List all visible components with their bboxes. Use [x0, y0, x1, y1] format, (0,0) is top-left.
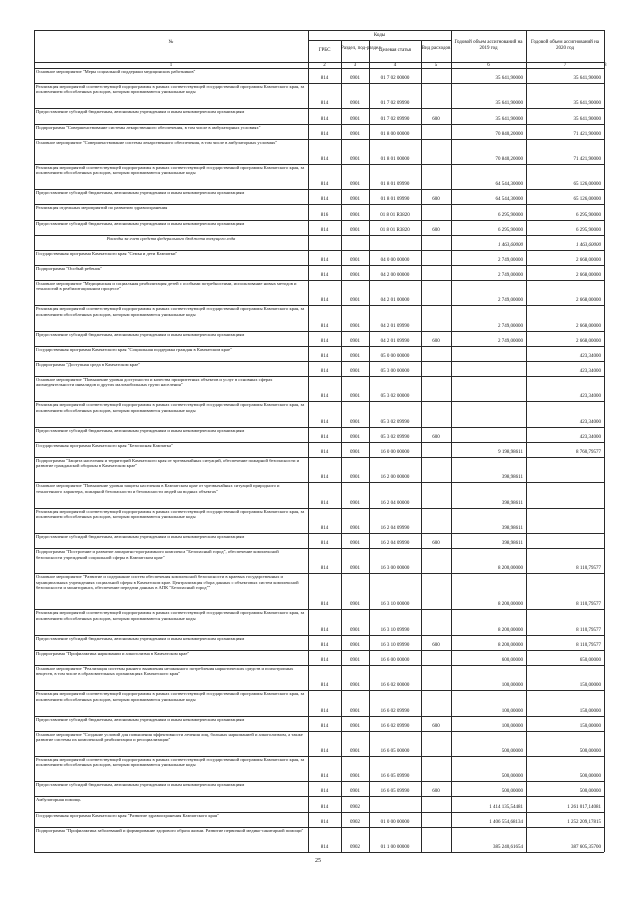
row-name: Предоставление субсидий бюджетным, автономным учреждениям и иным некоммерческим организациям — [36, 220, 245, 226]
row-grbs: 814 — [320, 541, 329, 547]
column-header-vid: Вид расходов — [421, 46, 451, 51]
row-target: 16 6 02 09990 — [380, 723, 410, 729]
row-target: 01 0 00 00000 — [380, 819, 410, 825]
row-sum-2020: 2 668,00000 — [576, 272, 601, 278]
row-sum-2019: 100,00000 — [501, 683, 523, 689]
row-target: 16 2 04 09990 — [380, 526, 410, 532]
row-sum-2019: 64 544,30000 — [495, 182, 523, 188]
row-sum-2019: 2 749,00000 — [498, 298, 523, 304]
row-sum-2019: 398,98611 — [501, 475, 523, 481]
row-name: Основное мероприятие "Медицинская и социальная реабилитация детей с особыми потребностями, использование новых методов и технологий в реабилитационном процессе" — [36, 280, 297, 292]
row-razdel: 0902 — [350, 845, 360, 850]
row-sum-2020: 8 110,79577 — [576, 602, 601, 608]
row-target: 01 7 02 09990 — [380, 116, 410, 122]
row-target: 16 3 00 00000 — [380, 566, 410, 572]
row-razdel: 0901 — [350, 541, 360, 547]
row-sum-2019: 6 295,90000 — [498, 212, 523, 218]
row-sum-2020: 2 668,00000 — [576, 298, 601, 304]
row-name: Основное мероприятие "Повышение уровня доступности и качества приоритетных объектов и услуг в основных сферах жизнедеятельности инвалидов и других маломобильных групп населения" — [36, 376, 273, 388]
row-razdel: 0901 — [350, 101, 360, 107]
row-razdel: 0901 — [350, 272, 360, 278]
row-target: 16 2 04 00000 — [380, 500, 410, 506]
row-grbs: 814 — [320, 845, 329, 850]
row-sum-2019: 600,00000 — [501, 657, 523, 663]
row-name: Основное мероприятие "Развитие и содержание систем обеспечения комплексной безопасности в краевых государственных и муниципальных учреждениях социальной сферы в Камчатском крае. Централизация сбора данных с объектовых систем комплексной безопасности и мониторинга, обеспечение передачи данных в АПК "Безопасный город"" — [36, 574, 299, 591]
row-name: Реализация мероприятий соответствующей подпрограммы в рамках соответствующей государственной программы Камчатского края, за исключением обособленных расходов, которым присваиваются уникальные коды — [36, 402, 305, 413]
row-grbs: 814 — [320, 338, 329, 344]
row-grbs: 814 — [320, 434, 329, 440]
row-target: 05 3 02 00000 — [380, 394, 410, 400]
row-vid: 600 — [432, 541, 440, 547]
row-name: Реализация мероприятий соответствующей подпрограммы в рамках соответствующей государственной программы Камчатского края, за исключением обособленных расходов, которым присваиваются уникальные коды — [36, 508, 305, 520]
column-header-grbs: ГРБС — [318, 48, 331, 53]
row-grbs: 814 — [320, 419, 329, 425]
row-sum-2019: 100,00000 — [501, 708, 523, 714]
row-name: Расходы за счет средств федерального бюджета текущего года — [106, 235, 236, 241]
row-grbs: 814 — [320, 819, 329, 825]
row-grbs: 814 — [320, 157, 329, 163]
row-target: 05 3 02 09990 — [380, 434, 410, 440]
row-sum-2019: 1 463,60000 — [498, 242, 523, 248]
row-razdel: 0901 — [350, 131, 360, 137]
row-name: Реализация мероприятий соответствующей подпрограммы в рамках соответствующей государственной программы Камчатского края, за исключением обособленных расходов, которым присваиваются уникальные коды — [36, 610, 305, 621]
row-sum-2019: 1 414 135,54481 — [489, 804, 523, 810]
row-grbs: 814 — [320, 683, 329, 689]
row-grbs: 814 — [320, 748, 329, 754]
row-name: Государственная программа Камчатского края "Семья и дети Камчатки" — [36, 250, 178, 256]
row-target: 04 2 01 09990 — [380, 323, 410, 329]
row-razdel: 0901 — [350, 394, 360, 400]
row-vid: 600 — [432, 338, 440, 344]
row-razdel: 0901 — [350, 338, 360, 344]
row-sum-2020: 8 110,79577 — [576, 627, 601, 633]
row-razdel: 0901 — [350, 526, 360, 532]
row-sum-2019: 8 200,00000 — [498, 627, 523, 633]
row-grbs: 814 — [320, 657, 329, 663]
row-name: Предоставление субсидий бюджетным, автономным учреждениям и иным некоммерческим организациям — [36, 331, 245, 337]
row-razdel: 0901 — [350, 298, 360, 304]
row-sum-2020: 150,00000 — [579, 723, 601, 729]
row-sum-2019: 500,00000 — [501, 789, 523, 795]
row-target: 16 3 10 09990 — [380, 627, 410, 633]
row-rule — [34, 852, 604, 853]
row-grbs: 814 — [320, 368, 329, 374]
row-grbs: 814 — [320, 76, 329, 82]
row-sum-2019: 398,98611 — [501, 526, 523, 532]
row-razdel: 0901 — [350, 434, 360, 440]
row-sum-2019: 35 641,90000 — [495, 101, 523, 107]
row-razdel: 0901 — [350, 708, 360, 714]
row-target: 01 8 01 09990 — [380, 182, 410, 188]
row-target: 01 7 02 09990 — [380, 101, 410, 107]
row-sum-2020: 65 126,00000 — [573, 197, 601, 203]
row-vid: 600 — [432, 227, 440, 233]
row-sum-2019: 385 240,61654 — [493, 845, 523, 850]
row-target: 16 3 10 09990 — [380, 642, 410, 648]
row-name: Реализация мероприятий соответствующей подпрограммы в рамках соответствующей государственной программы Камчатского края, за исключением обособленных расходов, которым присваиваются уникальные коды — [36, 84, 305, 95]
row-sum-2020: 35 641,90000 — [573, 116, 601, 122]
row-name: Подпрограмма "Профилактика заболеваний и формирование здорового образа жизни. Развитие первичной медико-санитарной помощи" — [36, 827, 304, 833]
row-grbs: 814 — [320, 272, 329, 278]
row-grbs: 814 — [320, 257, 329, 263]
column-rule — [526, 30, 527, 852]
row-sum-2020: 35 641,90000 — [573, 101, 601, 107]
row-sum-2019: 500,00000 — [501, 748, 523, 754]
row-target: 16 6 05 09990 — [380, 774, 410, 780]
row-sum-2019: 6 295,90000 — [498, 227, 523, 233]
row-name: Основное мероприятие "Создание условий для повышения эффективности лечения лиц, больных наркоманией и алкоголизмом, а также развитие системы их комплексной реабилитации и ресоциализации" — [36, 731, 303, 742]
row-name: Предоставление субсидий бюджетным, автономным учреждениям и иным некоммерческим организациям — [36, 716, 245, 722]
row-razdel: 0901 — [350, 627, 360, 633]
row-sum-2020: 71 421,90000 — [573, 131, 601, 137]
row-sum-2020: 500,00000 — [579, 748, 601, 754]
row-razdel: 0901 — [350, 116, 360, 122]
column-number-6: 6 — [487, 63, 490, 68]
row-razdel: 0901 — [350, 642, 360, 648]
row-sum-2020: 71 421,90000 — [573, 157, 601, 163]
row-razdel: 0901 — [350, 789, 360, 795]
row-grbs: 814 — [320, 353, 329, 359]
row-target: 04 2 01 00000 — [380, 298, 410, 304]
row-sum-2019: 35 641,90000 — [495, 76, 523, 82]
row-name: Реализация мероприятий соответствующей подпрограммы в рамках соответствующей государственной программы Камчатского края, за исключением обособленных расходов, которым присваиваются уникальные коды — [36, 691, 305, 702]
column-header-number: № — [168, 40, 174, 45]
row-grbs: 814 — [320, 197, 329, 203]
column-header-2020: Годовой объем ассигнований на 2020 год — [531, 40, 599, 51]
row-sum-2020: 65 126,00000 — [573, 182, 601, 188]
row-sum-2019: 35 641,90000 — [495, 116, 523, 122]
row-sum-2020: 423,34000 — [579, 368, 601, 374]
column-number-1: 1 — [169, 63, 173, 68]
row-vid: 600 — [432, 789, 440, 795]
row-name: Государственная программа Камчатского края "Развитие здравоохранения Камчатского края" — [36, 812, 219, 818]
column-header-razdel: Раздел, под-раздел — [341, 46, 381, 51]
row-sum-2019: 2 749,00000 — [498, 272, 523, 278]
row-sum-2020: 8 760,79577 — [576, 449, 601, 455]
row-target: 16 6 05 09990 — [380, 789, 410, 795]
row-razdel: 0901 — [350, 197, 360, 203]
row-target: 16 2 00 00000 — [380, 475, 410, 481]
column-number-2: 2 — [323, 63, 326, 68]
row-razdel: 0901 — [350, 566, 360, 572]
row-grbs: 814 — [320, 627, 329, 633]
row-grbs: 814 — [320, 723, 329, 729]
row-target: 16 2 04 09990 — [380, 541, 410, 547]
row-razdel: 0901 — [350, 500, 360, 506]
row-sum-2020: 6 295,90000 — [576, 212, 601, 218]
column-header-2019: Годовой объем ассигнований на 2019 год — [454, 40, 523, 51]
row-target: 01 8 01 R3820 — [380, 212, 410, 218]
column-rule — [308, 30, 309, 852]
row-sum-2020: 2 668,00000 — [576, 323, 601, 329]
row-grbs: 814 — [320, 394, 329, 400]
row-grbs: 814 — [320, 475, 329, 481]
column-number-5: 5 — [434, 63, 438, 68]
row-sum-2020: 6 295,90000 — [576, 227, 601, 233]
row-target: 16 6 05 00000 — [380, 748, 410, 754]
row-name: Подпрограмма "Защита населения и территорий Камчатского края от чрезвычайных ситуаций, обеспечение пожарной безопасности и развитие гражданской обороны в Камчатском крае" — [36, 457, 300, 469]
column-rule — [451, 30, 452, 852]
row-sum-2020: 423,34000 — [579, 353, 601, 359]
row-name: Основное мероприятие "Повышение уровня защиты населения в Камчатском крае от чрезвычайных ситуаций природного и техногенного характера, пожарной безопасности и безопасности людей на водных объектах" — [36, 483, 280, 494]
row-razdel: 0901 — [350, 657, 360, 663]
row-razdel: 0901 — [350, 157, 360, 163]
row-sum-2020: 1 261 017,14081 — [567, 804, 601, 810]
row-target: 04 2 01 09990 — [380, 338, 410, 344]
row-target: 16 0 00 00000 — [380, 449, 410, 455]
row-name: Предоставление субсидий бюджетным, автономным учреждениям и иным некоммерческим организациям — [36, 782, 245, 788]
row-sum-2020: 8 110,79577 — [576, 642, 601, 648]
row-razdel: 0901 — [350, 774, 360, 780]
row-grbs: 814 — [320, 449, 329, 455]
row-name: Предоставление субсидий бюджетным, автономным учреждениям и иным некоммерческим организациям — [36, 427, 245, 433]
row-razdel: 0901 — [350, 353, 360, 359]
row-grbs: 814 — [320, 804, 329, 810]
row-grbs: 814 — [320, 789, 329, 795]
row-razdel: 0901 — [350, 602, 360, 608]
row-grbs: 814 — [320, 131, 329, 137]
row-razdel: 0901 — [350, 323, 360, 329]
row-target: 04 2 00 00000 — [380, 272, 410, 278]
row-target: 05 3 02 09990 — [380, 419, 410, 425]
row-sum-2019: 2 749,00000 — [498, 257, 523, 263]
row-razdel: 0901 — [350, 257, 360, 263]
row-grbs: 814 — [320, 642, 329, 648]
row-target: 16 3 10 00000 — [380, 602, 410, 608]
row-vid: 600 — [432, 642, 440, 648]
row-sum-2020: 1 252 209,17815 — [567, 819, 601, 825]
row-name: Амбулаторная помощь — [36, 797, 81, 803]
row-sum-2019: 2 749,00000 — [498, 338, 523, 344]
row-sum-2020: 650,00000 — [579, 657, 601, 663]
row-grbs: 816 — [320, 212, 329, 218]
row-sum-2019: 1 406 554,68134 — [489, 819, 523, 825]
row-razdel: 0901 — [350, 748, 360, 754]
row-sum-2020: 1 463,60000 — [576, 242, 601, 248]
row-name: Подпрограмма "Построение и развитие аппаратно-программного комплекса "Безопасный город", обеспечение комплексной безопасности учреждений социальной сферы в Камчатском крае" — [36, 549, 279, 560]
row-razdel: 0901 — [350, 449, 360, 455]
column-number-8: 8 — [604, 63, 607, 68]
row-razdel: 0901 — [350, 475, 360, 481]
row-grbs: 814 — [320, 101, 329, 107]
row-target: 01 8 01 R3820 — [380, 227, 410, 233]
row-name: Государственная программа Камчатского края "Безопасная Камчатка" — [36, 442, 173, 448]
row-target: 05 3 00 00000 — [380, 368, 410, 374]
row-target: 16 6 02 00000 — [380, 683, 410, 689]
row-vid: 600 — [432, 197, 440, 203]
row-name: Основное мероприятие "Совершенствование системы лекарственного обеспечения, в том числе в амбулаторных условиях" — [36, 139, 278, 145]
table-right-border — [604, 30, 605, 852]
row-grbs: 814 — [320, 116, 329, 122]
row-name: Подпрограмма "Доступная среда в Камчатском крае" — [36, 361, 141, 367]
row-target: 05 0 00 00000 — [380, 353, 410, 359]
row-grbs: 814 — [320, 182, 329, 188]
row-sum-2019: 500,00000 — [501, 774, 523, 780]
row-target: 16 6 00 00000 — [380, 657, 410, 663]
row-razdel: 0902 — [350, 804, 360, 810]
row-sum-2019: 70 840,20000 — [495, 157, 523, 163]
row-sum-2020: 8 110,79577 — [576, 566, 601, 572]
row-sum-2019: 9 198,98611 — [498, 449, 523, 455]
row-sum-2019: 70 840,20000 — [495, 131, 523, 137]
row-name: Предоставление субсидий бюджетным, автономным учреждениям и иным некоммерческим организациям — [36, 109, 245, 115]
row-name: Предоставление субсидий бюджетным, автономным учреждениям и иным некоммерческим организациям — [36, 534, 245, 540]
row-name: Подпрограмма "Особый ребенок" — [36, 265, 103, 271]
row-razdel: 0902 — [350, 819, 360, 825]
row-sum-2020: 150,00000 — [579, 683, 601, 689]
row-grbs: 814 — [320, 323, 329, 329]
row-grbs: 814 — [320, 774, 329, 780]
column-number-7: 7 — [563, 63, 567, 68]
row-sum-2019: 100,00000 — [501, 723, 523, 729]
row-sum-2020: 500,00000 — [579, 774, 601, 780]
row-grbs: 814 — [320, 227, 329, 233]
row-vid: 600 — [432, 723, 440, 729]
row-target: 01 8 01 00000 — [380, 157, 410, 163]
row-sum-2019: 64 544,30000 — [495, 197, 523, 203]
row-target: 01 8 00 00000 — [380, 131, 410, 137]
column-number-4: 4 — [393, 63, 397, 68]
row-name: Подпрограмма "Профилактика наркомании и алкоголизма в Камчатском крае" — [36, 650, 190, 656]
row-name: Реализация отдельных мероприятий по развитию здравоохранения — [36, 205, 168, 211]
row-sum-2019: 2 749,00000 — [498, 323, 523, 329]
row-target: 04 0 00 00000 — [380, 257, 410, 263]
row-sum-2020: 423,34000 — [579, 434, 601, 440]
row-target: 16 6 02 09990 — [380, 708, 410, 714]
row-name: Реализация мероприятий соответствующей подпрограммы в рамках соответствующей государственной программы Камчатского края, за исключением обособленных расходов, которым присваиваются уникальные коды — [36, 306, 305, 317]
row-razdel: 0901 — [350, 419, 360, 425]
row-name: Основное мероприятие "Меры социальной поддержки медицинских работников" — [36, 69, 196, 74]
row-razdel: 0901 — [350, 368, 360, 374]
row-name: Реализация мероприятий соответствующей подпрограммы в рамках соответствующей государственной программы Камчатского края, за исключением обособленных расходов, которым присваиваются уникальные коды — [36, 165, 305, 176]
row-sum-2020: 150,00000 — [579, 708, 601, 714]
row-sum-2020: 423,34000 — [579, 394, 601, 400]
row-sum-2020: 500,00000 — [579, 789, 601, 795]
table-left-border — [34, 30, 35, 852]
row-razdel: 0901 — [350, 723, 360, 729]
page-number: 25 — [315, 858, 321, 864]
row-grbs: 814 — [320, 602, 329, 608]
codes-group-rule — [308, 40, 451, 41]
row-name: Предоставление субсидий бюджетным, автономным учреждениям и иным некоммерческим организациям — [36, 635, 245, 641]
header-top-rule — [34, 30, 604, 31]
row-name: Реализация мероприятий соответствующей подпрограммы в рамках соответствующей государственной программы Камчатского края, за исключением обособленных расходов, которым присваиваются уникальные коды — [36, 756, 305, 768]
row-name: Предоставление субсидий бюджетным, автономным учреждениям и иным некоммерческим организациям — [36, 190, 245, 196]
row-razdel: 0901 — [350, 227, 360, 233]
row-grbs: 814 — [320, 500, 329, 506]
row-sum-2019: 8 200,00000 — [498, 642, 523, 648]
row-target: 01 7 02 00000 — [380, 76, 410, 82]
row-sum-2020: 2 668,00000 — [576, 257, 601, 263]
row-grbs: 814 — [320, 708, 329, 714]
row-sum-2019: 8 200,00000 — [498, 566, 523, 572]
row-grbs: 814 — [320, 566, 329, 572]
row-name: Основное мероприятие "Реализация системы раннего выявления незаконного потребления наркотических средств и психотропных веществ, в том числе в образовательных организациях Камчатского края" — [36, 665, 294, 677]
column-number-3: 3 — [353, 63, 357, 68]
row-razdel: 0901 — [350, 683, 360, 689]
row-vid: 600 — [432, 434, 440, 440]
row-sum-2020: 35 641,90000 — [573, 76, 601, 82]
row-name: Подпрограмма "Совершенствование системы лекарственного обеспечения, в том числе в амбулаторных условиях" — [36, 124, 261, 130]
row-razdel: 0901 — [350, 182, 360, 188]
row-sum-2019: 398,98611 — [501, 500, 523, 506]
row-target: 01 1 00 00000 — [380, 845, 410, 850]
row-grbs: 814 — [320, 526, 329, 532]
column-header-codes: Коды — [373, 33, 386, 38]
row-razdel: 0901 — [350, 212, 360, 218]
row-grbs: 814 — [320, 298, 329, 304]
row-sum-2020: 387 605,35700 — [571, 845, 601, 850]
row-vid: 600 — [432, 116, 440, 122]
column-header-target: Целевая статья — [379, 48, 411, 53]
row-sum-2020: 2 668,00000 — [576, 338, 601, 344]
row-name: Государственная программа Камчатского края "Социальная поддержка граждан в Камчатском крае" — [36, 346, 232, 352]
row-sum-2019: 398,98611 — [501, 541, 523, 547]
row-target: 01 8 01 09990 — [380, 197, 410, 203]
row-razdel: 0901 — [350, 76, 360, 82]
row-sum-2019: 8 200,00000 — [498, 602, 523, 608]
row-sum-2020: 423,34000 — [579, 419, 601, 425]
